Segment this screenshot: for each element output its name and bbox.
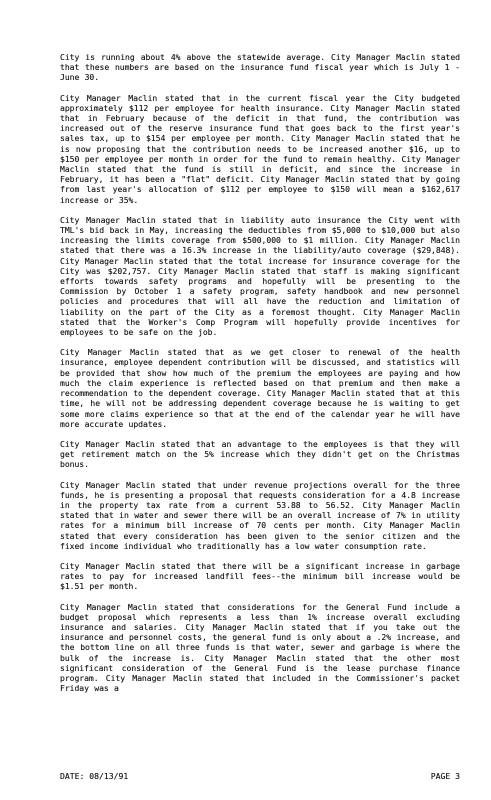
paragraph-retirement-match: City Manager Maclin stated that an advantage to the employees is that they will get retirement match on the 5% increase which they didn't get on the Christmas bonus. (60, 438, 460, 470)
paragraph-dependent-coverage: City Manager Maclin stated that as we get closer to renewal of the health insurance, employee dependent contribution will be discussed, and statistics will be provided that show how much of the premium the employees are paying and how much the claim experience is reflected based on that premium and then make a recommendation to the dependent coverage. City Manager Maclin stated that at this time, he will not be addressing dependent coverage because he is waiting to get some more claims experience so that at the end of the calendar year he will have more accurate updates. (60, 347, 460, 429)
paragraph-general-fund: City Manager Maclin stated that considerations for the General Fund include a budget proposal which represents a less than 1% increase overall excluding insurance and salaries. City Manager Maclin stated that if you take out the insurance and personnel costs, the general fund is only about a .2% increase, and the bottom line on all three funds is that water, sewer and garbage is where the bulk of the increase is. City Manager Maclin stated that the other most significant consideration of the General Fund is the lease purchase finance program. City Manager Maclin stated that included in the Commissioner's packet Friday was a (60, 601, 460, 694)
paragraph-health-insurance: City Manager Maclin stated that in the current fiscal year the City budgeted approximately $112 per employee for health insurance. City Manager Maclin stated that in February because of the deficit in that fund, the contribution was increased out of the reserve insurance fund that goes back to the first year's sales tax, up to $154 per employee per month. City Manager Maclin stated that he is now proposing that the contribution needs to be increased another $16, up to $150 per employee per month in order for the fund to remain healthy. City Manager Maclin stated that the fund is still in deficit, and since the increase in February, it has been a "flat" deficit. City Manager Maclin stated that by going from last year's allocation of $112 per employee to $150 will mean a $162,617 increase or 35%. (60, 92, 460, 205)
paragraph-garbage-rates: City Manager Maclin stated that there will be a significant increase in garbage rates to pay for increased landfill fees--the minimum bill increase would be $1.51 per month. (60, 560, 460, 592)
paragraph-liability-insurance: City Manager Maclin stated that in liability auto insurance the City went with TML's bid back in May, increasing the deductibles from $5,000 to $10,000 but also increasing the limits coverage from $500,000 to $1 million. City Manager Maclin stated that there was a 16.3% increase in the liability/auto coverage ($29,848). City Manager Maclin stated that the total increase for insurance coverage for the City was $202,757. City Manager Maclin stated that staff is making significant efforts towards safety programs and hopefully will be presenting to the Commission by October 1 a safety program, safety handbook and new personnel policies and procedures that will all have the reduction and limitation of liability on the part of the City as a foremost thought. City Manager Maclin stated that the Worker's Comp Program will hopefully provide incentives for employees to be safe on the job. (60, 214, 460, 338)
footer-page-number: PAGE 3 (430, 771, 460, 781)
minutes-body (60, 52, 460, 703)
footer-date: DATE: 08/13/91 (60, 771, 129, 781)
paragraph-revenue-projections: City Manager Maclin stated that under revenue projections overall for the three funds, he is presenting a proposal that requests consideration for a 4.8 increase in the property tax rate from a current 53.88 to 56.52. City Manager Maclin stated that in water and sewer there will be an overall increase of 7% in utility rates for a minimum bill increase of 70 cents per month. City Manager Maclin stated that every consideration has been given to the senior citizen and the fixed income individual who traditionally has a low water consumption rate. (60, 479, 460, 551)
paragraph-statewide-average: City is running about 4% above the statewide average. City Manager Maclin stated that these numbers are based on the insurance fund fiscal year which is July 1 - June 30. (60, 52, 460, 83)
